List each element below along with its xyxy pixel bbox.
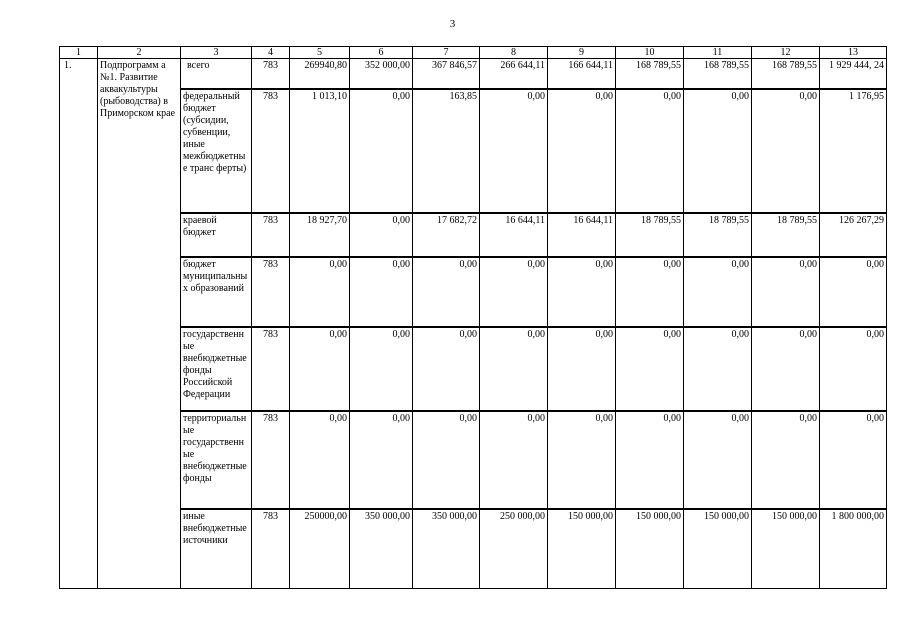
value-cell: 16 644,11 [548, 213, 616, 257]
funding-source: федеральный бюджет (субсидии, субвенции, иные межбюджетные транс ферты) [181, 89, 252, 213]
funding-source: краевой бюджет [181, 213, 252, 257]
value-cell: 0,00 [480, 327, 548, 411]
value-cell: 0,00 [350, 327, 413, 411]
value-cell: 0,00 [413, 411, 480, 509]
column-header: 3 [181, 47, 252, 59]
value-cell: 350 000,00 [413, 509, 480, 589]
value-cell: 0,00 [290, 327, 350, 411]
value-cell: 0,00 [752, 89, 820, 213]
value-cell: 0,00 [752, 411, 820, 509]
value-cell: 250000,00 [290, 509, 350, 589]
code-cell: 783 [252, 327, 290, 411]
value-cell: 350 000,00 [350, 509, 413, 589]
column-header: 6 [350, 47, 413, 59]
value-cell: 0,00 [548, 411, 616, 509]
column-header: 8 [480, 47, 548, 59]
column-header: 12 [752, 47, 820, 59]
value-cell: 0,00 [350, 411, 413, 509]
funding-source: иные внебюджетные источники [181, 509, 252, 589]
value-cell: 150 000,00 [616, 509, 684, 589]
value-cell: 0,00 [413, 257, 480, 327]
value-cell: 0,00 [616, 411, 684, 509]
code-cell: 783 [252, 213, 290, 257]
value-cell: 1 013,10 [290, 89, 350, 213]
value-cell: 18 789,55 [616, 213, 684, 257]
value-cell: 0,00 [752, 327, 820, 411]
value-cell: 0,00 [480, 257, 548, 327]
value-cell: 0,00 [820, 257, 887, 327]
funding-source: государственные внебюджетные фонды Российской Федерации [181, 327, 252, 411]
value-cell: 0,00 [413, 327, 480, 411]
value-cell: 0,00 [548, 257, 616, 327]
value-cell: 352 000,00 [350, 59, 413, 89]
value-cell: 0,00 [350, 89, 413, 213]
value-cell: 269940,80 [290, 59, 350, 89]
value-cell: 166 644,11 [548, 59, 616, 89]
column-header: 5 [290, 47, 350, 59]
value-cell: 266 644,11 [480, 59, 548, 89]
column-header: 2 [98, 47, 181, 59]
value-cell: 0,00 [684, 89, 752, 213]
value-cell: 0,00 [616, 89, 684, 213]
value-cell: 1 800 000,00 [820, 509, 887, 589]
value-cell: 1 929 444, 24 [820, 59, 887, 89]
table-row [60, 509, 887, 589]
value-cell: 0,00 [820, 411, 887, 509]
value-cell: 168 789,55 [684, 59, 752, 89]
code-cell: 783 [252, 257, 290, 327]
value-cell: 17 682,72 [413, 213, 480, 257]
budget-table [59, 46, 887, 589]
value-cell: 163,85 [413, 89, 480, 213]
table-row [60, 213, 887, 257]
value-cell: 150 000,00 [548, 509, 616, 589]
value-cell: 0,00 [290, 257, 350, 327]
value-cell: 0,00 [684, 257, 752, 327]
table-row [60, 257, 887, 327]
column-header: 9 [548, 47, 616, 59]
value-cell: 0,00 [616, 257, 684, 327]
value-cell: 0,00 [350, 257, 413, 327]
value-cell: 0,00 [480, 411, 548, 509]
code-cell: 783 [252, 89, 290, 213]
program-name: Подпрограмм а №1. Развитие аквакультуры (рыбоводства) в Приморском крае [98, 59, 181, 589]
value-cell: 0,00 [548, 327, 616, 411]
column-header: 13 [820, 47, 887, 59]
page-number: 3 [449, 18, 456, 30]
funding-source: бюджет муниципальных образований [181, 257, 252, 327]
value-cell: 168 789,55 [752, 59, 820, 89]
table-header [60, 47, 887, 59]
value-cell: 0,00 [684, 327, 752, 411]
table-row [60, 59, 887, 89]
column-header: 11 [684, 47, 752, 59]
value-cell: 0,00 [480, 89, 548, 213]
value-cell: 0,00 [548, 89, 616, 213]
value-cell: 250 000,00 [480, 509, 548, 589]
value-cell: 0,00 [684, 411, 752, 509]
code-cell: 783 [252, 509, 290, 589]
column-header: 7 [413, 47, 480, 59]
value-cell: 1 176,95 [820, 89, 887, 213]
value-cell: 367 846,57 [413, 59, 480, 89]
header-row [60, 47, 887, 59]
value-cell: 0,00 [616, 327, 684, 411]
code-cell: 783 [252, 411, 290, 509]
value-cell: 16 644,11 [480, 213, 548, 257]
table-body [60, 59, 887, 589]
value-cell: 126 267,29 [820, 213, 887, 257]
value-cell: 18 927,70 [290, 213, 350, 257]
value-cell: 0,00 [752, 257, 820, 327]
table-row [60, 411, 887, 509]
code-cell: 783 [252, 59, 290, 89]
value-cell: 0,00 [290, 411, 350, 509]
value-cell: 0,00 [350, 213, 413, 257]
column-header: 10 [616, 47, 684, 59]
funding-source: всего [181, 59, 252, 89]
value-cell: 150 000,00 [684, 509, 752, 589]
value-cell: 168 789,55 [616, 59, 684, 89]
table-row [60, 327, 887, 411]
value-cell: 150 000,00 [752, 509, 820, 589]
column-header: 1 [60, 47, 98, 59]
table-row [60, 89, 887, 213]
funding-source: территориальные государственные внебюджетные фонды [181, 411, 252, 509]
value-cell: 0,00 [820, 327, 887, 411]
row-index: 1. [60, 59, 98, 589]
column-header: 4 [252, 47, 290, 59]
value-cell: 18 789,55 [684, 213, 752, 257]
value-cell: 18 789,55 [752, 213, 820, 257]
